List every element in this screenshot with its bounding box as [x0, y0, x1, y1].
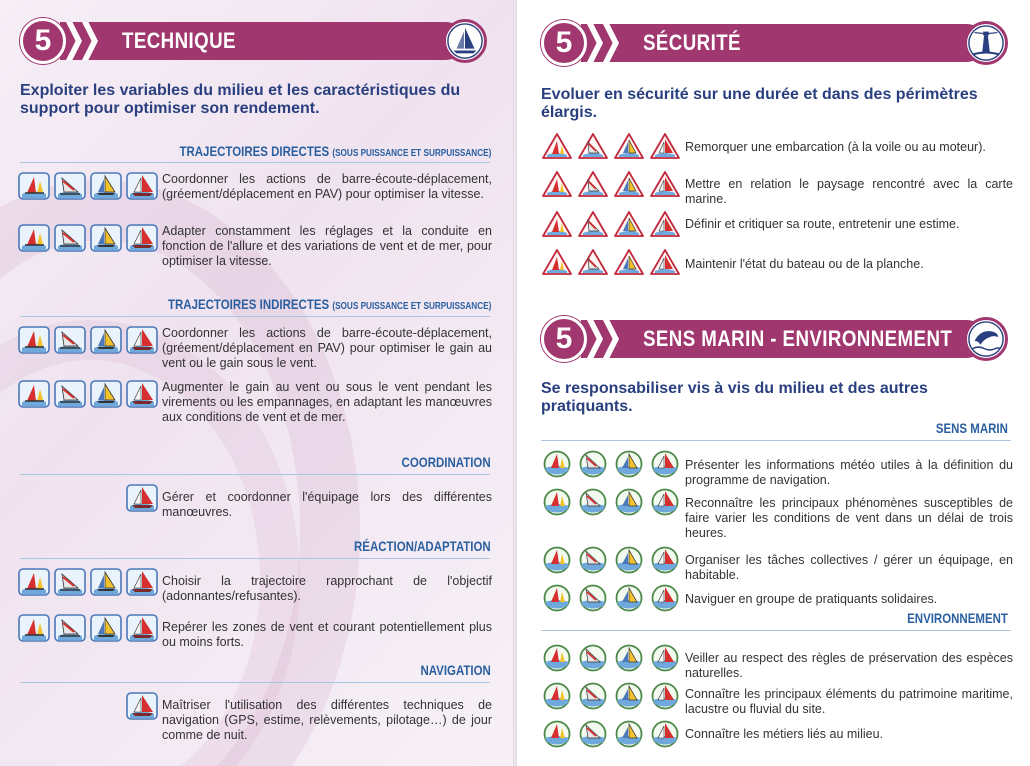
list-item: Remorquer une embarcation (à la voile ou au moteur). — [541, 132, 1013, 160]
catamaran-icon — [541, 682, 573, 710]
page-securite-sens-marin — [517, 0, 1030, 766]
catamaran-icon — [18, 224, 50, 252]
list-item: Naviguer en groupe de pratiquants solidaires. — [541, 584, 1013, 612]
section-trajectoires-indirectes: TRAJECTOIRES INDIRECTES (SOUS PUISSANCE ET SURPUISSANCE) — [167, 296, 491, 312]
support-icons — [541, 488, 685, 541]
section-sens-marin: SENS MARIN — [935, 420, 1008, 436]
page-technique — [0, 0, 513, 766]
windsurf-icon — [54, 614, 86, 642]
support-icons — [541, 682, 685, 717]
catamaran-icon — [18, 326, 50, 354]
support-icons — [18, 614, 162, 650]
list-item: Adapter constamment les réglages et la conduite en fonction de l'allure et des variations de vent et de mer, pour optimiser la vitesse. — [18, 224, 494, 269]
support-icons — [18, 172, 162, 202]
banner-title: SENS MARIN - ENVIRONNEMENT — [643, 326, 953, 351]
banner-title: TECHNIQUE — [122, 28, 236, 53]
support-icons — [541, 546, 685, 583]
windsurf-icon — [54, 172, 86, 200]
section-reaction-adaptation: RÉACTION/ADAPTATION — [354, 538, 491, 554]
windsurf-icon — [577, 546, 609, 574]
list-item: Gérer et coordonner l'équipage lors des différentes manœuvres. — [18, 484, 494, 520]
support-icons — [18, 224, 162, 269]
subtitle: Evoluer en sécurité sur une durée et dans des périmètres élargis. — [541, 86, 978, 121]
catamaran-icon — [18, 614, 50, 642]
keelboat-icon — [649, 248, 681, 276]
dinghy-icon — [613, 170, 645, 198]
list-item: Connaître les métiers liés au milieu. — [541, 720, 1013, 748]
keelboat-icon — [126, 380, 158, 408]
catamaran-icon — [541, 488, 573, 516]
lighthouse-icon — [964, 21, 1008, 65]
windsurf-icon — [577, 132, 609, 160]
catamaran-icon — [541, 170, 573, 198]
catamaran-icon — [18, 172, 50, 200]
support-icons — [541, 644, 685, 681]
list-item: Coordonner les actions de barre-écoute-déplacement, (gréement/déplacement en PAV) pour optimiser la vitesse. — [18, 172, 494, 202]
level-number: 5 — [541, 316, 587, 362]
divider — [541, 630, 1011, 631]
windsurf-icon — [54, 380, 86, 408]
list-item: Reconnaître les principaux phénomènes susceptibles de faire varier les conditions de vent dans un délai de trois heures. — [541, 488, 1013, 541]
list-item: Définir et critiquer sa route, entretenir une estime. — [541, 210, 1013, 238]
keelboat-icon — [649, 584, 681, 612]
dinghy-icon — [90, 326, 122, 354]
divider — [20, 558, 490, 559]
support-icons — [541, 170, 685, 207]
keelboat-icon — [649, 210, 681, 238]
dinghy-icon — [613, 682, 645, 710]
dinghy-icon — [613, 248, 645, 276]
list-item: Augmenter le gain au vent ou sous le vent pendant les virements ou les empannages, en adaptant les manœuvres aux conditions de vent et de mer. — [18, 380, 494, 425]
support-icons — [541, 210, 685, 238]
catamaran-icon — [18, 380, 50, 408]
windsurf-icon — [577, 644, 609, 672]
support-icons — [18, 692, 162, 743]
section-coordination: COORDINATION — [401, 454, 491, 470]
dinghy-icon — [90, 172, 122, 200]
divider — [20, 316, 490, 317]
list-item: Mettre en relation le paysage rencontré avec la carte marine. — [541, 170, 1013, 207]
list-item: Maintenir l'état du bateau ou de la planche. — [541, 248, 1013, 276]
support-icons — [541, 248, 685, 276]
catamaran-icon — [541, 644, 573, 672]
catamaran-icon — [541, 546, 573, 574]
list-item: Repérer les zones de vent et courant potentiellement plus ou moins forts. — [18, 614, 494, 650]
subtitle: Se responsabiliser vis à vis du milieu et des autres pratiquants. — [541, 380, 928, 415]
support-icons — [18, 568, 162, 604]
catamaran-icon — [541, 584, 573, 612]
dinghy-icon — [613, 720, 645, 748]
banner-technique — [20, 18, 490, 64]
dinghy-icon — [613, 644, 645, 672]
keelboat-icon — [126, 484, 158, 512]
dinghy-icon — [613, 584, 645, 612]
banner-sens-marin — [541, 316, 1011, 362]
keelboat-icon — [126, 224, 158, 252]
dinghy-icon — [613, 546, 645, 574]
dinghy-icon — [90, 380, 122, 408]
catamaran-icon — [18, 568, 50, 596]
windsurf-icon — [577, 488, 609, 516]
dolphin-icon — [964, 317, 1008, 361]
level-number: 5 — [20, 18, 66, 64]
list-item: Veiller au respect des règles de préservation des espèces naturelles. — [541, 644, 1013, 681]
keelboat-icon — [126, 326, 158, 354]
list-item: Coordonner les actions de barre-écoute-déplacement, (gréement/déplacement en PAV) pour optimiser le gain au vent ou le gain sous le vent. — [18, 326, 494, 371]
support-icons — [541, 584, 685, 612]
keelboat-icon — [649, 644, 681, 672]
section-trajectoires-directes: TRAJECTOIRES DIRECTES (SOUS PUISSANCE ET SURPUISSANCE) — [179, 143, 491, 159]
support-icons — [18, 326, 162, 371]
keelboat-icon — [649, 546, 681, 574]
banner-securite — [541, 20, 1011, 66]
windsurf-icon — [577, 720, 609, 748]
divider — [20, 682, 490, 683]
dinghy-icon — [613, 132, 645, 160]
dinghy-icon — [613, 450, 645, 478]
keelboat-icon — [649, 720, 681, 748]
catamaran-icon — [541, 132, 573, 160]
catamaran-icon — [541, 720, 573, 748]
level-number: 5 — [541, 20, 587, 66]
divider — [20, 162, 490, 163]
catamaran-icon — [541, 450, 573, 478]
section-environnement: ENVIRONNEMENT — [907, 610, 1008, 626]
windsurf-icon — [577, 584, 609, 612]
windsurf-icon — [54, 326, 86, 354]
list-item: Choisir la trajectoire rapprochant de l'objectif (adonnantes/refusantes). — [18, 568, 494, 604]
list-item: Connaître les principaux éléments du patrimoine maritime, lacustre ou fluvial du site. — [541, 682, 1013, 717]
catamaran-icon — [541, 210, 573, 238]
windsurf-icon — [54, 224, 86, 252]
windsurf-icon — [577, 170, 609, 198]
keelboat-icon — [649, 682, 681, 710]
keelboat-icon — [126, 568, 158, 596]
support-icons — [18, 484, 162, 520]
dinghy-icon — [613, 210, 645, 238]
subtitle: Exploiter les variables du milieu et les caractéristiques du support pour optimiser son rendement. — [20, 82, 461, 117]
keelboat-icon — [649, 132, 681, 160]
keelboat-icon — [649, 488, 681, 516]
dinghy-icon — [613, 488, 645, 516]
catamaran-icon — [541, 248, 573, 276]
support-icons — [541, 132, 685, 160]
dinghy-icon — [90, 224, 122, 252]
divider — [541, 440, 1011, 441]
windsurf-icon — [577, 682, 609, 710]
support-icons — [541, 450, 685, 488]
keelboat-icon — [649, 450, 681, 478]
windsurf-icon — [577, 248, 609, 276]
support-icons — [541, 720, 685, 748]
list-item: Organiser les tâches collectives / gérer un équipage, en habitable. — [541, 546, 1013, 583]
banner-title: SÉCURITÉ — [643, 30, 741, 55]
list-item: Maîtriser l'utilisation des différentes techniques de navigation (GPS, estime, relèvements, pilotage…) de jour comme de nuit. — [18, 692, 494, 743]
keelboat-icon — [126, 614, 158, 642]
windsurf-icon — [577, 450, 609, 478]
keelboat-icon — [126, 692, 158, 720]
keelboat-icon — [649, 170, 681, 198]
sailboat-icon — [443, 19, 487, 63]
section-navigation: NAVIGATION — [420, 662, 491, 678]
keelboat-icon — [126, 172, 158, 200]
windsurf-icon — [577, 210, 609, 238]
dinghy-icon — [90, 614, 122, 642]
windsurf-icon — [54, 568, 86, 596]
list-item: Présenter les informations météo utiles à la définition du programme de navigation. — [541, 450, 1013, 488]
dinghy-icon — [90, 568, 122, 596]
support-icons — [18, 380, 162, 425]
divider — [20, 474, 490, 475]
